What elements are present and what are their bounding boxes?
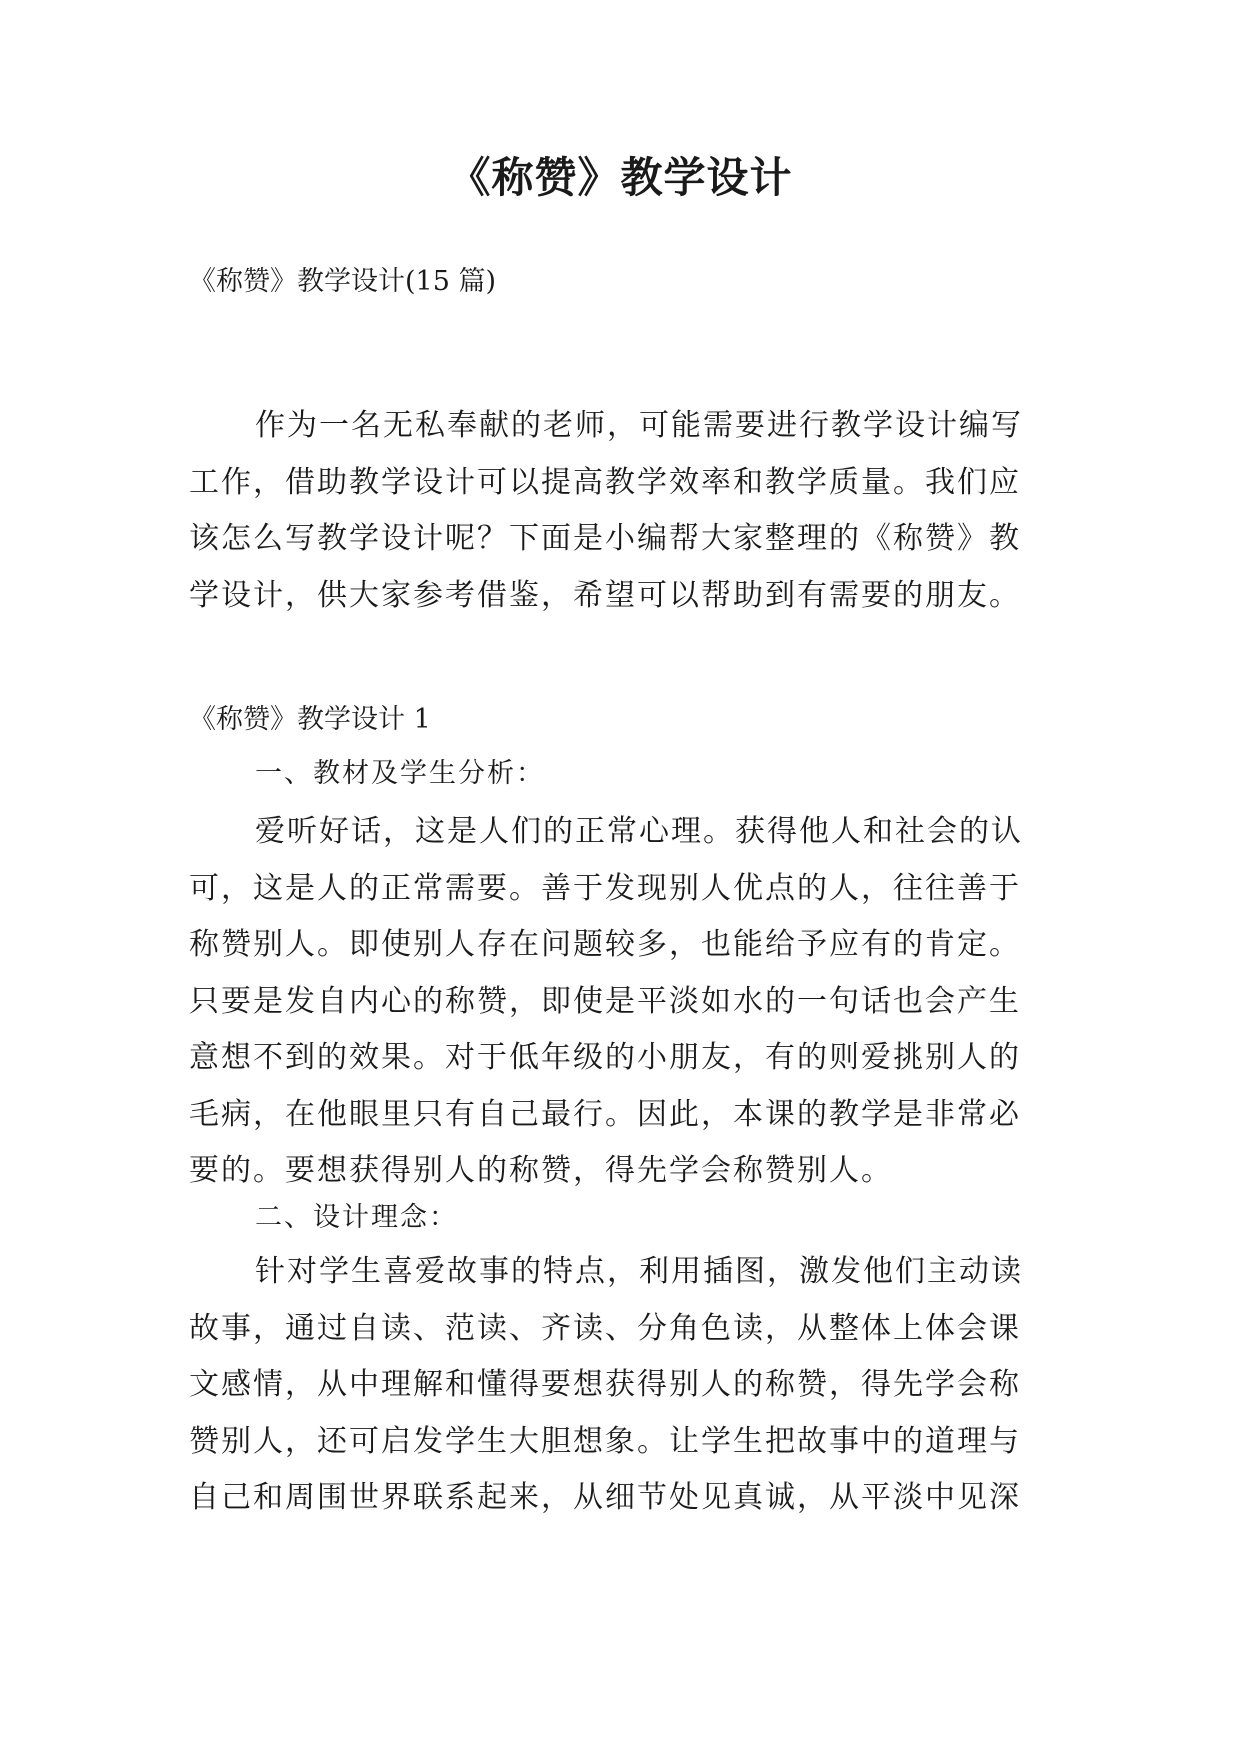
paragraph-line: 称赞别人。即使别人存在问题较多，也能给予应有的肯定。 bbox=[189, 927, 1021, 962]
paragraph-line: 毛病，在他眼里只有自己最行。因此，本课的教学是非常必 bbox=[189, 1096, 1021, 1132]
paragraph-line: 要的。要想获得别人的称赞，得先学会称赞别人。 bbox=[189, 1153, 893, 1188]
paragraph-line: 故事，通过自读、范读、齐读、分角色读，从整体上体会课 bbox=[189, 1310, 1021, 1346]
paragraph-line: 针对学生喜爱故事的特点，利用插图，激发他们主动读 bbox=[255, 1254, 1023, 1289]
part2-heading: 二、设计理念： bbox=[255, 1202, 458, 1233]
section-heading: 《称赞》教学设计 1 bbox=[189, 704, 431, 735]
paragraph-line: 意想不到的效果。对于低年级的小朋友，有的则爱挑别人的 bbox=[189, 1040, 1021, 1075]
paragraph-line: 自己和周围世界联系起来，从细节处见真诚，从平淡中见深 bbox=[189, 1480, 1021, 1515]
intro-line: 工作，借助教学设计可以提高教学效率和教学质量。我们应 bbox=[189, 464, 1021, 500]
paragraph-line: 可，这是人的正常需要。善于发现别人优点的人，往往善于 bbox=[189, 870, 1021, 906]
document-title: 《称赞》教学设计 bbox=[448, 153, 793, 202]
intro-paragraph bbox=[189, 398, 1069, 624]
intro-line: 学设计，供大家参考借鉴，希望可以帮助到有需要的朋友。 bbox=[189, 577, 1021, 613]
intro-line: 该怎么写教学设计呢？下面是小编帮大家整理的《称赞》教 bbox=[189, 521, 1021, 556]
paragraph-line: 文感情，从中理解和懂得要想获得别人的称赞，得先学会称 bbox=[189, 1367, 1021, 1402]
part1-paragraph bbox=[189, 804, 1069, 1200]
paragraph-line: 只要是发自内心的称赞，即使是平淡如水的一句话也会产生 bbox=[189, 983, 1021, 1019]
part2-paragraph bbox=[189, 1244, 1069, 1527]
part1-heading: 一、教材及学生分析： bbox=[255, 758, 545, 789]
paragraph-line: 赞别人，还可启发学生大胆想象。让学生把故事中的道理与 bbox=[189, 1423, 1021, 1459]
paragraph-line: 爱听好话，这是人们的正常心理。获得他人和社会的认 bbox=[255, 814, 1023, 849]
document-subtitle: 《称赞》教学设计(15 篇) bbox=[189, 266, 497, 297]
intro-line: 作为一名无私奉献的老师，可能需要进行教学设计编写 bbox=[255, 408, 1023, 443]
